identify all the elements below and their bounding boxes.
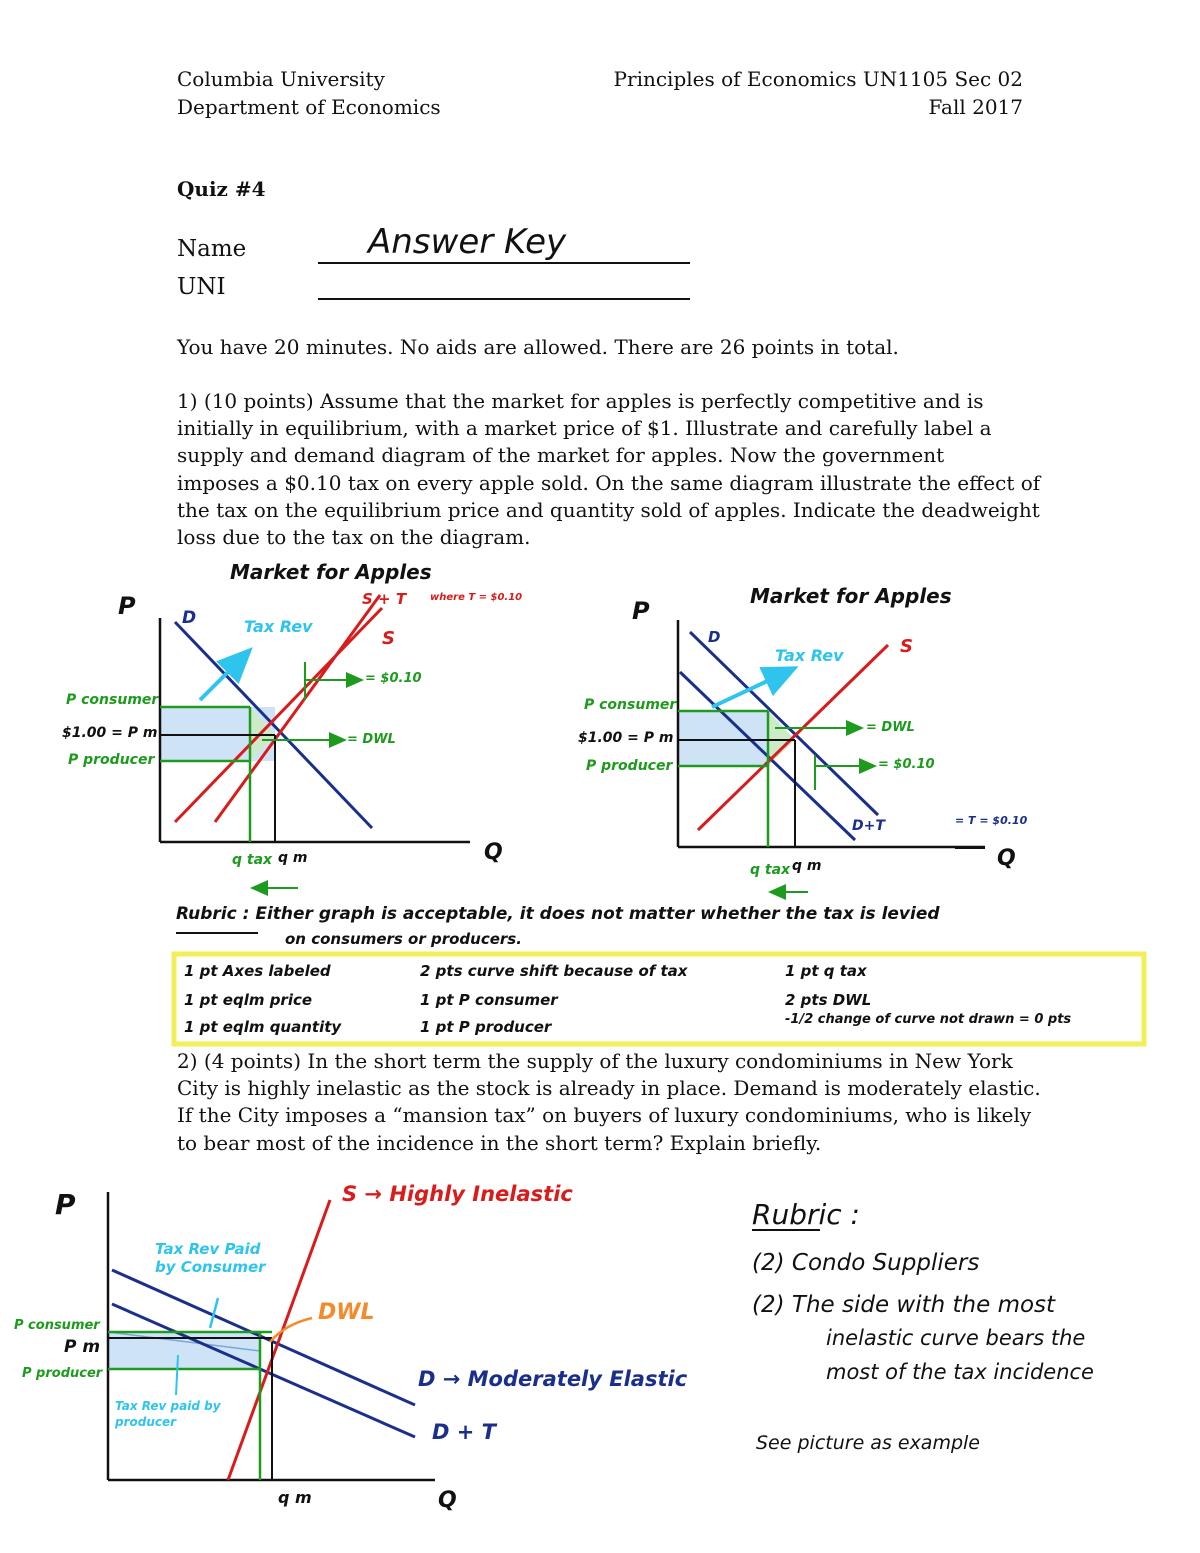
question-1-line: supply and demand diagram of the market for apples. Now the government (177, 443, 945, 468)
graph1-dwl-label: = DWL (347, 732, 396, 747)
graph2-axis-q: Q (997, 846, 1016, 871)
rubric2-line: See picture as example (756, 1432, 980, 1454)
graph2-demand-tax-note: = T = $0.10 (955, 814, 1028, 827)
graph1-axis-p: P (118, 592, 136, 620)
graph2-title: Market for Apples (750, 584, 952, 608)
question-2-line: to bear most of the incidence in the short term? Explain briefly. (177, 1130, 822, 1155)
rubric1-line2: on consumers or producers. (285, 930, 522, 948)
graph2-q-m-label: q m (792, 858, 822, 874)
question-1-line: loss due to the tax on the diagram. (177, 525, 531, 550)
graph2-p-eq-label: $1.00 = P m (578, 730, 674, 746)
question-2-line: 2) (4 points) In the short term the supply of the luxury condominiums in New York (177, 1049, 1013, 1073)
graph3-supply-label: S → Highly Inelastic (342, 1182, 573, 1206)
rubric2-line: most of the tax incidence (826, 1360, 1094, 1384)
rubric1-item: 1 pt q tax (785, 962, 867, 980)
rubric2-title: Rubric : (752, 1198, 860, 1231)
graph1-p-producer-label: P producer (68, 752, 155, 768)
header-right-line2: Fall 2017 (928, 95, 1023, 119)
graph3-p-producer-label: P producer (22, 1366, 103, 1381)
rubric2-line: inelastic curve bears the (826, 1326, 1086, 1350)
rubric1-item: 1 pt P producer (420, 1018, 552, 1036)
rubric1-item: 1 pt eqlm price (184, 991, 313, 1009)
graph2-axis-p: P (632, 597, 650, 625)
graph1-supply-tax-note: where T = $0.10 (430, 592, 523, 603)
graph2-demand-tax-label: D+T (852, 818, 885, 834)
rubric1-item: 2 pts curve shift because of tax (420, 962, 688, 980)
question-2-line: If the City imposes a “mansion tax” on buyers of luxury condominiums, who is likely (177, 1103, 1032, 1128)
rubric2-line: (2) The side with the most (752, 1292, 1056, 1318)
quiz-title: Quiz #4 (177, 177, 266, 201)
rubric1-item: 1 pt P consumer (420, 991, 558, 1009)
rubric1-item: -1/2 change of curve not drawn = 0 pts (785, 1012, 1072, 1027)
rubric1-item: 2 pts DWL (785, 991, 872, 1009)
header-left-line2: Department of Economics (177, 95, 441, 119)
question-2 (177, 1048, 1041, 1157)
graph2-p-consumer-label: P consumer (584, 697, 677, 713)
graph1-p-eq-label: $1.00 = P m (62, 725, 158, 741)
name-label: Name (177, 236, 247, 262)
graph3-q-m-label: q m (278, 1488, 312, 1507)
question-2-line: City is highly inelastic as the stock is already in place. Demand is moderately elastic. (177, 1076, 1041, 1101)
graph3-axis-p: P (55, 1188, 76, 1221)
graph2-tax-rev-label: Tax Rev (775, 646, 844, 665)
graph2-demand-label: D (708, 628, 721, 646)
graph1-demand-label: D (182, 608, 197, 628)
question-1-line: imposes a $0.10 tax on every apple sold. On the same diagram illustrate the effect of (177, 470, 1041, 495)
graph3-dwl-pointer (270, 1318, 312, 1342)
graph-3 (108, 1192, 435, 1480)
graph2-supply-label: S (900, 636, 913, 657)
graph3-consumer-tax-label: Tax Rev Paid by Consumer (155, 1240, 266, 1276)
graph3-p-m-label: P m (64, 1337, 101, 1357)
instructions: You have 20 minutes. No aids are allowed. There are 26 points in total. (177, 335, 899, 359)
graph1-title: Market for Apples (230, 560, 432, 584)
graph2-dwl-label: = DWL (866, 720, 915, 735)
graph2-p-producer-label: P producer (586, 758, 673, 774)
uni-label: UNI (177, 274, 226, 300)
name-handwritten-value: Answer Key (368, 222, 567, 262)
question-1-line: initially in equilibrium, with a market price of $1. Illustrate and carefully label a (177, 416, 992, 441)
header-right-line1: Principles of Economics UN1105 Sec 02 (613, 67, 1023, 91)
rubric2-line: (2) Condo Suppliers (752, 1250, 980, 1276)
graph1-axis-q: Q (484, 840, 503, 865)
graph3-producer-tax-label: Tax Rev paid by producer (115, 1399, 221, 1429)
graph2-q-tax-label: q tax (750, 862, 791, 878)
header-left-line1: Columbia University (177, 67, 385, 91)
graph1-p-consumer-label: P consumer (66, 692, 159, 708)
graph3-demand-tax-label: D + T (432, 1420, 496, 1444)
rubric1-line1: Rubric : Either graph is acceptable, it does not matter whether the tax is levied (176, 904, 940, 924)
question-1-line: the tax on the equilibrium price and quantity sold of apples. Indicate the deadweight (177, 497, 1040, 522)
graph1-q-tax-label: q tax (232, 852, 273, 868)
graph3-dwl-label: DWL (318, 1300, 375, 1325)
question-1-line: 1) (10 points) Assume that the market for apples is perfectly competitive and is (177, 389, 984, 413)
rubric1-item: 1 pt eqlm quantity (184, 1018, 342, 1036)
graph2-tax-revenue-area (678, 711, 768, 766)
graph1-q-m-label: q m (278, 850, 308, 866)
graph1-supply-tax-label: S + T (362, 590, 407, 608)
rubric1-item: 1 pt Axes labeled (184, 962, 331, 980)
graph3-demand-label: D → Moderately Elastic (418, 1367, 688, 1391)
graph3-p-consumer-label: P consumer (14, 1318, 100, 1333)
graph3-axis-q: Q (438, 1488, 457, 1513)
graph1-supply-label: S (382, 628, 395, 649)
graph2-tax-amount-label: = $0.10 (878, 757, 935, 772)
graph1-tax-amount-label: = $0.10 (365, 671, 422, 686)
graph-1 (160, 595, 470, 888)
graph1-tax-rev-label: Tax Rev (244, 617, 313, 636)
graph2-tax-rev-arrow (712, 668, 795, 707)
